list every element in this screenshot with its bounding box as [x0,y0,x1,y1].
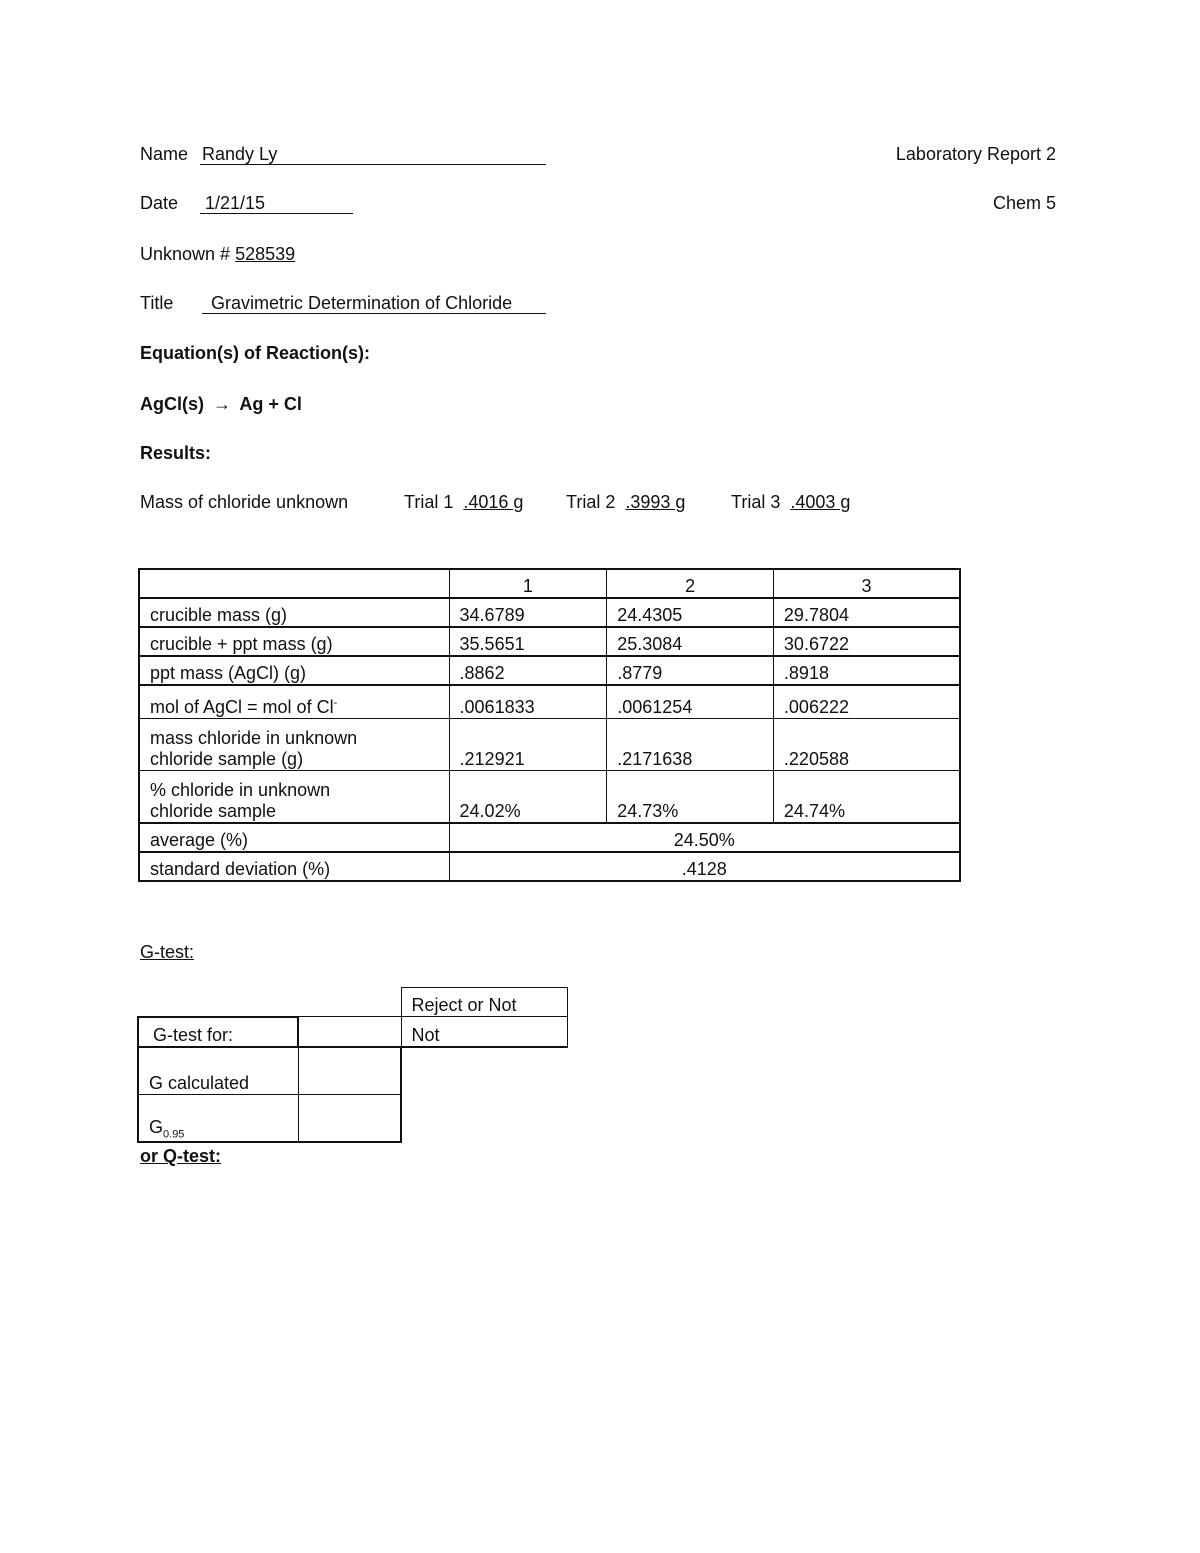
table-cell: .0061254 [607,685,774,719]
title-value: Gravimetric Determination of Chloride [211,293,513,313]
gtest-for-value [298,1017,401,1047]
table-cell: .220588 [773,719,960,771]
gcrit-row [138,1094,567,1142]
table-cell: 24.73% [607,771,774,824]
table-cell: 35.5651 [449,627,607,656]
row-label: ppt mass (AgCl) (g) [139,656,449,685]
gtest-heading: G-test: [140,942,195,962]
table-row [139,685,960,719]
table-corner-cell [139,569,449,598]
gcalc-row [138,1047,567,1095]
row-label-line: % chloride in unknown [150,780,331,800]
trial-3-value: .4003 g [790,492,851,512]
table-cell: 25.3084 [607,627,774,656]
row-label: crucible + ppt mass (g) [139,627,449,656]
table-cell: .2171638 [607,719,774,771]
gcrit-label [138,1094,298,1142]
unknown-number [140,244,295,265]
unknown-value: 528539 [235,244,296,264]
table-row [139,719,960,771]
trial-2-value: .3993 g [625,492,686,512]
table-cell: .006222 [773,685,960,719]
row-label [139,685,449,719]
column-header: 3 [773,569,960,598]
empty-cell [298,988,401,1017]
table-cell: .0061833 [449,685,607,719]
column-header: 2 [607,569,774,598]
table-header-row [139,569,960,598]
title-underline [202,313,546,314]
row-label: average (%) [139,823,449,852]
trial-2 [566,492,685,513]
row-label [139,771,449,824]
name-underline [200,164,546,165]
average-row [139,823,960,852]
table-cell: 29.7804 [773,598,960,627]
gtest-for-label: G-test for: [138,1017,298,1047]
trial-1 [404,492,523,513]
gcrit-value [298,1094,401,1142]
table-cell: .8779 [607,656,774,685]
report-title: Laboratory Report 2 [895,144,1056,164]
average-value: 24.50% [449,823,960,852]
column-header: 1 [449,569,607,598]
qtest-heading: or Q-test: [140,1146,221,1166]
table-cell: 30.6722 [773,627,960,656]
table-cell: .212921 [449,719,607,771]
table-row [139,771,960,824]
row-label: standard deviation (%) [139,852,449,881]
gtest-for-row [138,1017,567,1047]
date-value: 1/21/15 [205,193,266,213]
title-label: Title [140,293,174,313]
unknown-label: Unknown # [140,244,231,264]
name-label: Name [140,144,189,164]
gcrit-symbol: G [149,1116,164,1137]
stdev-value: .4128 [449,852,960,881]
trial-2-label: Trial 2 [566,492,616,512]
mass-label: Mass of chloride unknown [140,492,349,512]
table-row [139,656,960,685]
trial-3 [731,492,850,513]
table-cell: 24.74% [773,771,960,824]
gcalc-value [298,1047,401,1095]
row-label [139,719,449,771]
empty-cell [138,988,298,1017]
row-label-text: mol of AgCl = mol of Cl [150,697,334,717]
gcalc-label: G calculated [138,1047,298,1095]
gtest-decision: Not [401,1017,567,1047]
table-row [139,627,960,656]
chloride-charge: - [333,697,338,709]
stdev-row [139,852,960,881]
row-label-line: chloride sample (g) [150,749,304,769]
empty-cell [401,1094,567,1142]
gtest-table [137,987,568,1143]
table-row [139,598,960,627]
row-label-line: mass chloride in unknown [150,728,358,748]
reaction-lhs: AgCl(s) [140,394,204,414]
results-heading: Results: [140,443,212,463]
table-cell: 24.02% [449,771,607,824]
reaction-equation [140,394,302,415]
date-underline [200,213,353,214]
table-cell: 24.4305 [607,598,774,627]
reject-header: Reject or Not [401,988,567,1017]
gcrit-subscript: 0.95 [163,1128,185,1141]
row-label-line: chloride sample [150,801,277,821]
table-cell: .8918 [773,656,960,685]
row-label: crucible mass (g) [139,598,449,627]
empty-cell [401,1047,567,1095]
name-value: Randy Ly [202,144,278,164]
trial-3-label: Trial 3 [731,492,781,512]
reaction-rhs: Ag + Cl [239,394,302,414]
trial-1-value: .4016 g [463,492,524,512]
equations-heading: Equation(s) of Reaction(s): [140,343,370,363]
table-cell: 34.6789 [449,598,607,627]
gtest-header-row [138,988,567,1017]
arrow-right-icon: → [213,394,232,414]
results-table [138,568,961,882]
course-label: Chem 5 [992,193,1056,213]
trial-1-label: Trial 1 [404,492,454,512]
table-cell: .8862 [449,656,607,685]
date-label: Date [140,193,179,213]
